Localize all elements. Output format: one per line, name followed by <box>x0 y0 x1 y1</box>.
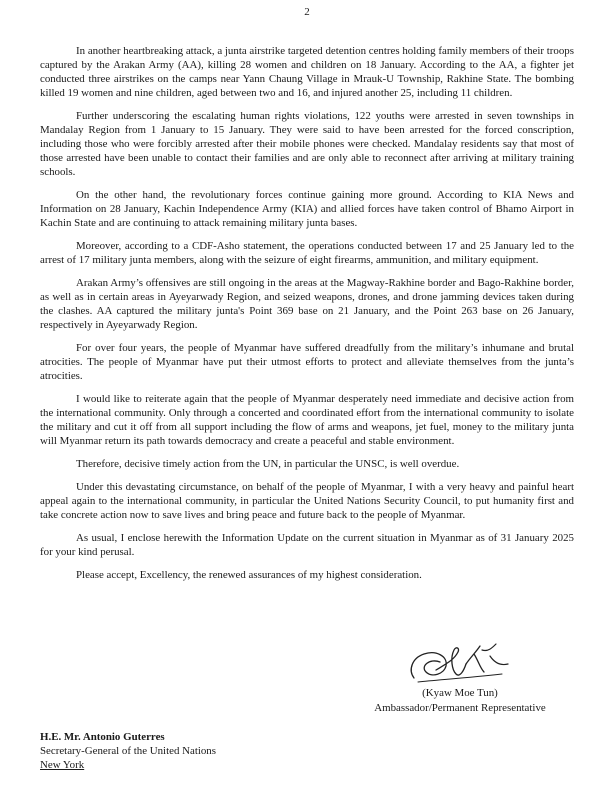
paragraph-closing: Please accept, Excellency, the renewed assurances of my highest consideration. <box>76 569 422 581</box>
addressee-city: New York <box>40 759 85 771</box>
paragraph-four-years: For over four years, the people of Myanmar have suffered dreadfully from the military’s inhumane and brutal atrocities. The people of Myanmar have put their utmost efforts to protect and alleviate themselves from the junta’s atrocities. <box>40 342 574 382</box>
addressee-name: H.E. Mr. Antonio Guterres <box>40 731 165 743</box>
addressee-block <box>40 730 360 772</box>
signatory-title: Ambassador/Permanent Representative <box>374 702 546 714</box>
paragraph-reiterate: I would like to reiterate again that the people of Myanmar desperately need immediate and decisive action from the international community. Only through a concerted and coordinated effort from the international community to isolate the military and cut it off from all support including the flow of arms and weapons, jet fuel, money to the military junta will Myanmar return its path towards democracy and create a peaceful and stable environment. <box>40 393 574 447</box>
paragraph-kia-gains: On the other hand, the revolutionary forces continue gaining more ground. According to KIA News and Information on 28 January, Kachin Independence Army (KIA) and allied forces have taken control of Bhamo Airport in Kachin State and are continuing to attack remaining military junta bases. <box>40 189 574 229</box>
signature-block <box>330 640 590 714</box>
letter-body <box>40 44 574 582</box>
paragraph-youth-arrests: Further underscoring the escalating human rights violations, 122 youths were arrested in seven townships in Mandalay Region from 1 January to 15 January. They were said to have been arrested for the forced conscription, including those who were forcibly arrested after their mobile phones were checked. Mandalay residents say that most of those arrested have been unable to contact their families and are only able to reconnect after arriving at military training schools. <box>40 110 574 178</box>
paragraph-enclosure: As usual, I enclose herewith the Information Update on the current situation in Myanmar as of 31 January 2025 for your kind perusal. <box>40 532 574 558</box>
paragraph-airstrike: In another heartbreaking attack, a junta airstrike targeted detention centres holding family members of their troops captured by the Arakan Army (AA), killing 28 women and children on 18 January. According to the AA, a fighter jet conducted three airstrikes on the camps near Yann Chaung Village in Mrauk-U Township, Rakhine State. The bombing killed 19 women and nine children, aged between two and 16, and injured another 25, including 11 children. <box>40 45 574 99</box>
addressee-position: Secretary-General of the United Nations <box>40 745 216 757</box>
paragraph-arakan-army: Arakan Army’s offensives are still ongoing in the areas at the Magway-Rakhine border and Bago-Rakhine border, as well as in certain areas in Ayeyarwady Region, and seized weapons, drones, and drone jamming devices taken during the clashes. AA captured the military junta's Point 369 base on 21 January, and the Point 263 base on 26 January, respectively in Ayeyarwady Region. <box>40 277 574 331</box>
paragraph-cdf-asho: Moreover, according to a CDF-Asho statement, the operations conducted between 17 and 25 January led to the arrest of 17 military junta members, along with the seizure of eight firearms, ammunition, and military equipment. <box>40 240 574 266</box>
paragraph-appeal: Under this devastating circumstance, on behalf of the people of Myanmar, I with a very heavy and painful heart appeal again to the international community, in particular the United Nations Security Council, to put humanity first and take concrete action now to save lives and bring peace and future back to the people of Myanmar. <box>40 481 574 521</box>
handwritten-signature <box>406 640 516 686</box>
page-number: 2 <box>304 6 310 18</box>
signatory-name: (Kyaw Moe Tun) <box>422 687 498 699</box>
paragraph-unsc: Therefore, decisive timely action from the UN, in particular the UNSC, is well overdue. <box>76 458 460 470</box>
